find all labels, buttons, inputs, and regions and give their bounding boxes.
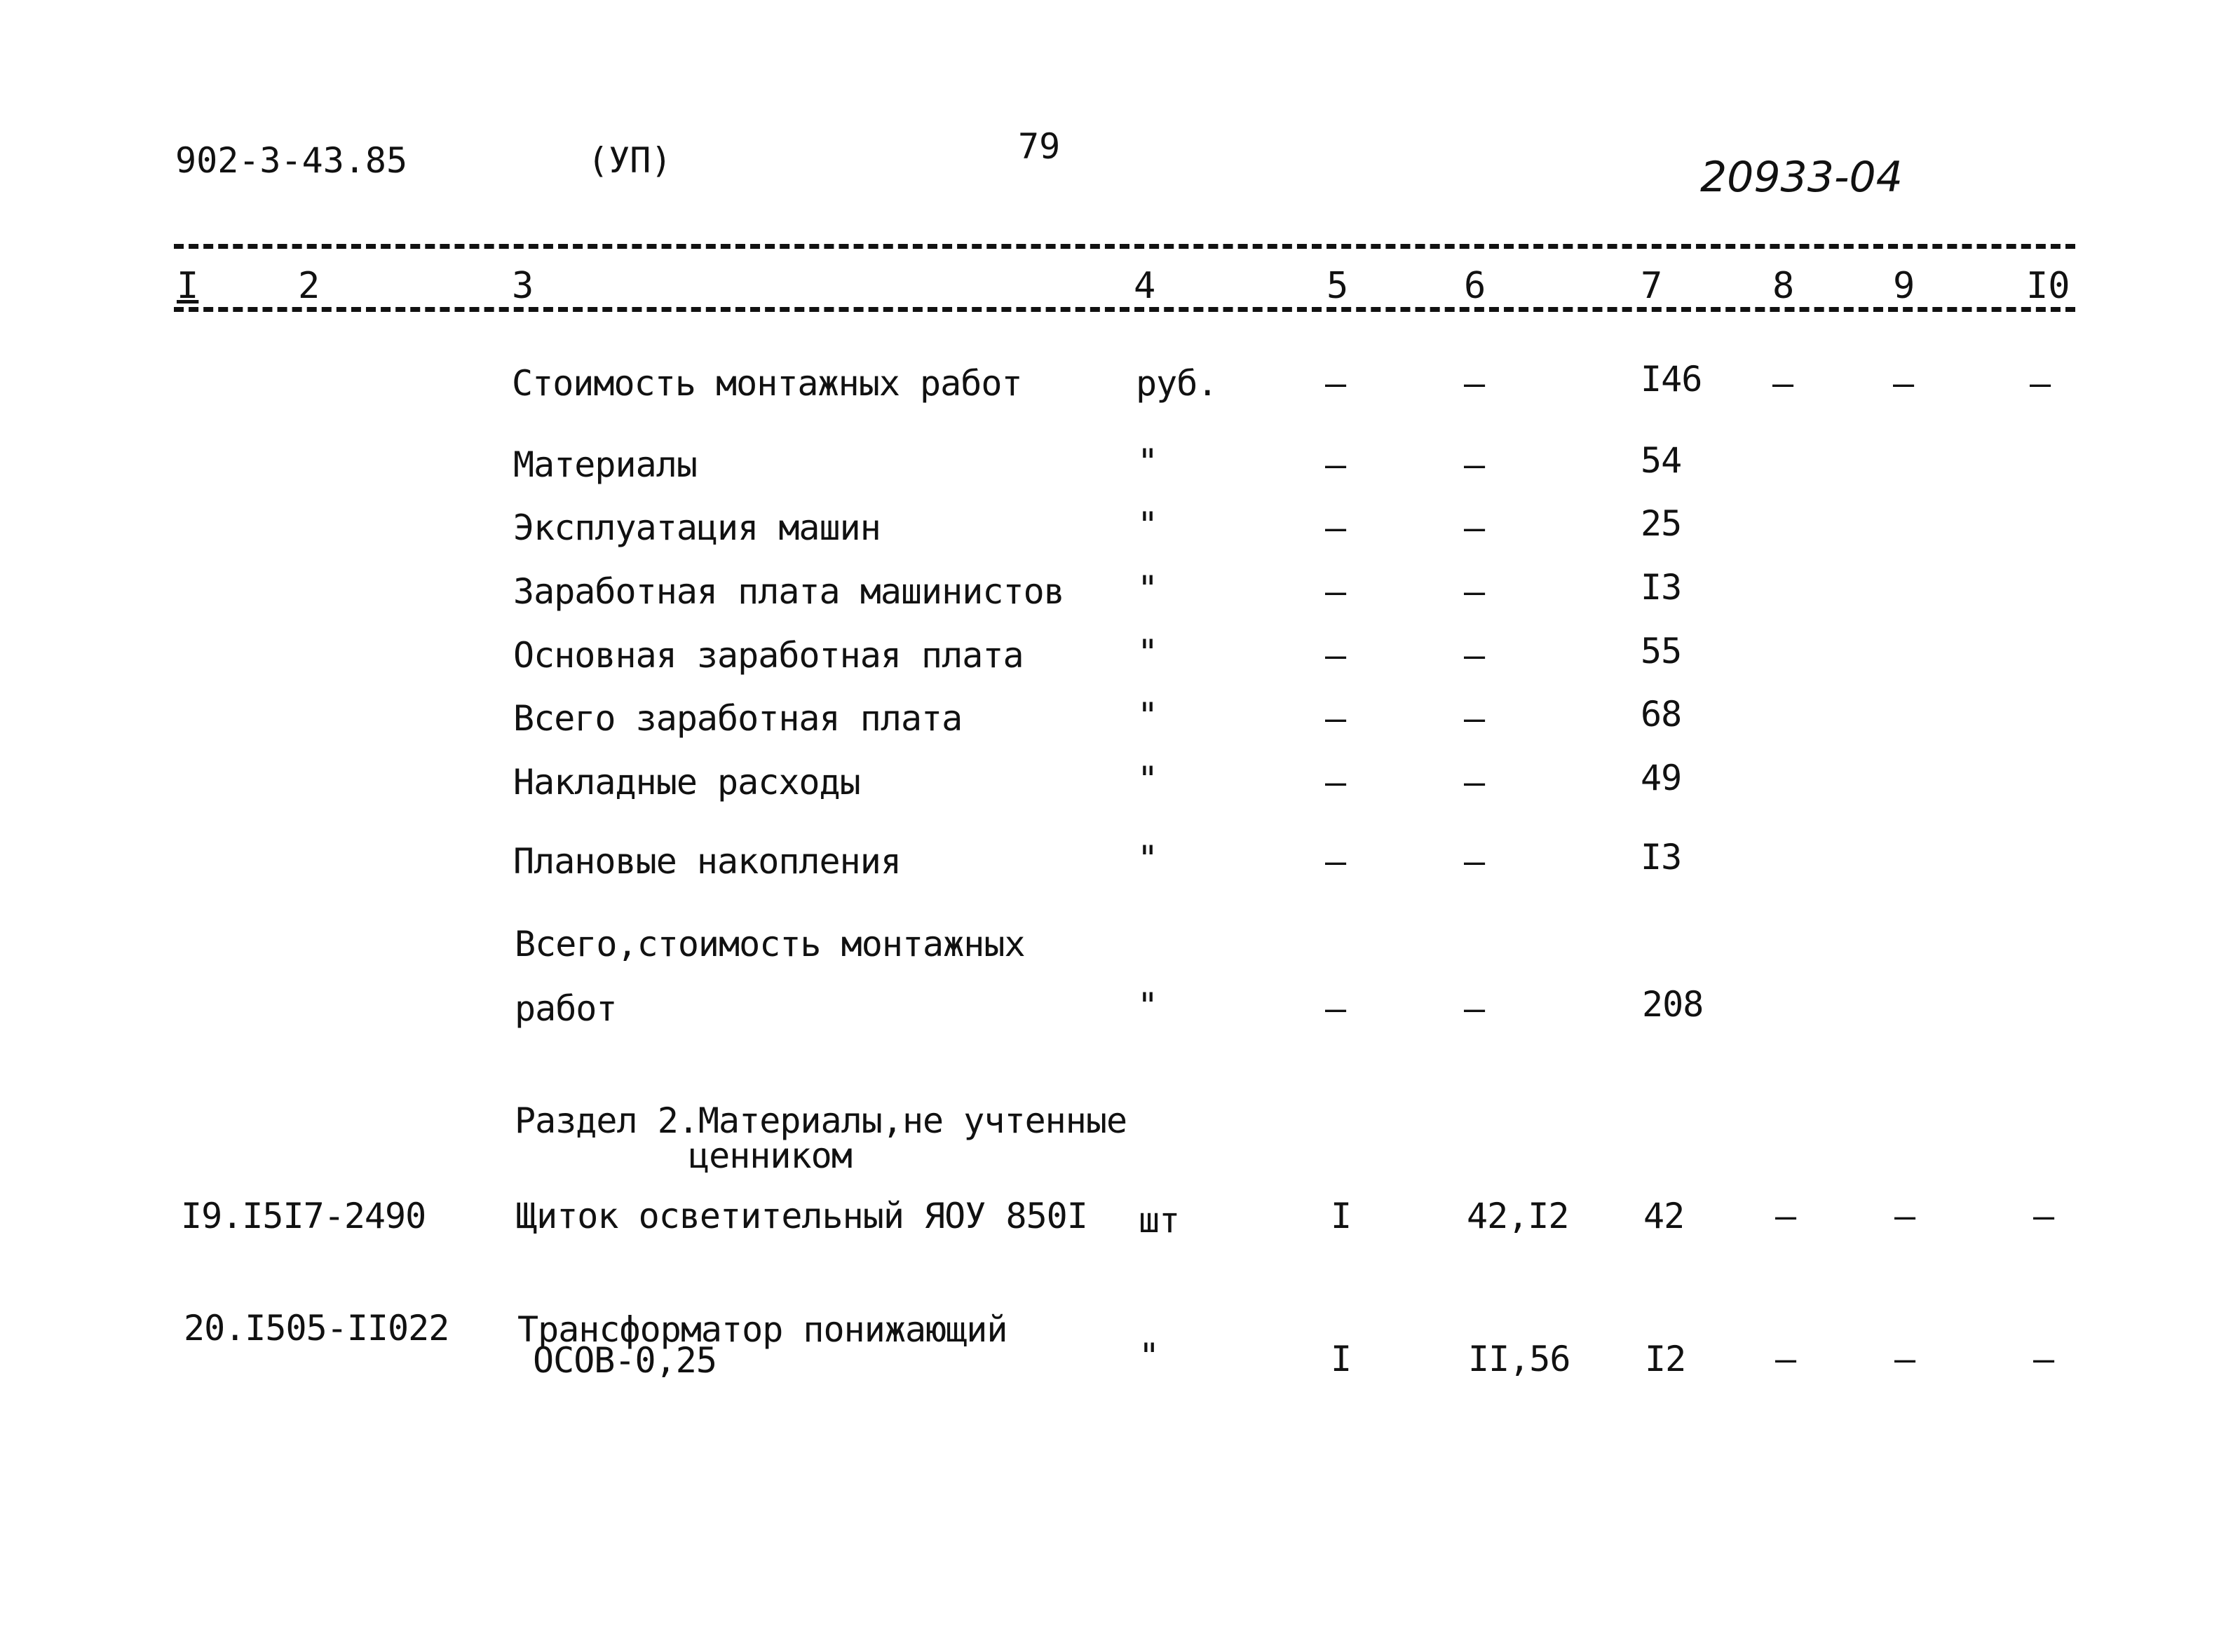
item-col8: – bbox=[1775, 1196, 1796, 1236]
album-label: (УП) bbox=[588, 140, 672, 181]
section-heading-line1: Раздел 2.Материалы,не учтенные bbox=[515, 1100, 1127, 1141]
column-header-9: 9 bbox=[1893, 265, 1915, 307]
document-code: 902-3-43.85 bbox=[175, 140, 408, 181]
row-col5: – bbox=[1325, 444, 1346, 485]
row-unit: " bbox=[1137, 568, 1158, 609]
item-code: 20.I505-II022 bbox=[184, 1308, 449, 1349]
row-col5: – bbox=[1325, 841, 1346, 882]
row-col5: – bbox=[1325, 635, 1346, 676]
row-name: Плановые накопления bbox=[513, 841, 901, 882]
item-col6: II,56 bbox=[1468, 1339, 1570, 1379]
row-name: Материалы bbox=[513, 444, 697, 485]
total-col6: – bbox=[1464, 988, 1485, 1029]
row-col5: – bbox=[1325, 363, 1346, 404]
item-unit: шт bbox=[1139, 1200, 1180, 1241]
row-col7: 68 bbox=[1641, 694, 1682, 735]
row-col7: I3 bbox=[1641, 837, 1682, 878]
total-name-line2: работ bbox=[515, 988, 617, 1029]
row-unit: " bbox=[1137, 695, 1158, 736]
item-col7: I2 bbox=[1645, 1339, 1686, 1379]
row-col6: – bbox=[1464, 444, 1485, 485]
item-col8: – bbox=[1775, 1339, 1796, 1379]
row-col10: – bbox=[2030, 363, 2051, 404]
item-col10: – bbox=[2033, 1196, 2054, 1236]
row-col7: 55 bbox=[1641, 631, 1682, 671]
column-header-10: I0 bbox=[2026, 265, 2070, 307]
row-unit: " bbox=[1137, 442, 1158, 482]
total-col7: 208 bbox=[1642, 984, 1704, 1025]
row-unit: " bbox=[1137, 838, 1158, 879]
row-col6: – bbox=[1464, 507, 1485, 548]
item-col9: – bbox=[1894, 1196, 1915, 1236]
row-col5: – bbox=[1325, 571, 1346, 612]
item-col10: – bbox=[2033, 1339, 2054, 1379]
row-col8: – bbox=[1772, 363, 1793, 404]
row-col5: – bbox=[1325, 762, 1346, 803]
item-name: Щиток осветительный ЯОУ 850I bbox=[516, 1196, 1087, 1236]
column-header-4: 4 bbox=[1134, 265, 1156, 307]
row-name: Стоимость монтажных работ bbox=[512, 363, 1022, 404]
row-col7: 49 bbox=[1641, 758, 1682, 798]
column-header-1: I bbox=[177, 265, 199, 307]
column-header-8: 8 bbox=[1772, 265, 1795, 307]
row-col6: – bbox=[1464, 762, 1485, 803]
item-code: I9.I5I7-2490 bbox=[181, 1196, 426, 1236]
page-number: 79 bbox=[1018, 126, 1061, 167]
item-col6: 42,I2 bbox=[1467, 1196, 1569, 1236]
row-unit: " bbox=[1137, 632, 1158, 673]
row-col7: I46 bbox=[1641, 359, 1702, 400]
row-col6: – bbox=[1464, 635, 1485, 676]
item-col5: I bbox=[1331, 1339, 1352, 1379]
row-name: Заработная плата машинистов bbox=[513, 571, 1064, 612]
item-name-line1: Трансформатор понижающий bbox=[517, 1309, 1007, 1350]
row-name: Эксплуатация машин bbox=[513, 507, 881, 548]
row-col9: – bbox=[1893, 363, 1914, 404]
item-name-line2: ОСОВ-0,25 bbox=[533, 1340, 717, 1381]
row-name: Всего заработная плата bbox=[513, 698, 963, 739]
column-header-5: 5 bbox=[1326, 265, 1349, 307]
row-name: Накладные расходы bbox=[513, 762, 860, 803]
row-unit: " bbox=[1137, 505, 1158, 545]
total-col5: – bbox=[1325, 988, 1346, 1029]
column-header-6: 6 bbox=[1464, 265, 1486, 307]
item-col5: I bbox=[1331, 1196, 1352, 1236]
header-top-rule bbox=[174, 244, 2075, 249]
total-unit: " bbox=[1137, 985, 1158, 1026]
row-col7: 25 bbox=[1641, 503, 1682, 544]
column-header-3: 3 bbox=[512, 265, 534, 307]
row-name: Основная заработная плата bbox=[513, 635, 1024, 676]
row-unit: руб. bbox=[1136, 363, 1218, 404]
row-col6: – bbox=[1464, 841, 1485, 882]
row-col6: – bbox=[1464, 698, 1485, 739]
row-col6: – bbox=[1464, 571, 1485, 612]
row-col5: – bbox=[1325, 698, 1346, 739]
section-heading-line2: ценником bbox=[688, 1135, 852, 1176]
item-col7: 42 bbox=[1643, 1196, 1685, 1236]
column-header-7: 7 bbox=[1641, 265, 1663, 307]
total-name-line1: Всего,стоимость монтажных bbox=[515, 924, 1025, 964]
stamp-number: 20933-04 bbox=[1700, 153, 1903, 202]
item-unit: " bbox=[1139, 1336, 1160, 1377]
row-col5: – bbox=[1325, 507, 1346, 548]
row-col7: 54 bbox=[1641, 440, 1682, 481]
column-header-2: 2 bbox=[298, 265, 320, 307]
row-col6: – bbox=[1464, 363, 1485, 404]
header-bottom-rule bbox=[174, 307, 2075, 312]
row-unit: " bbox=[1137, 759, 1158, 800]
item-col9: – bbox=[1894, 1339, 1915, 1379]
row-col7: I3 bbox=[1641, 567, 1682, 608]
